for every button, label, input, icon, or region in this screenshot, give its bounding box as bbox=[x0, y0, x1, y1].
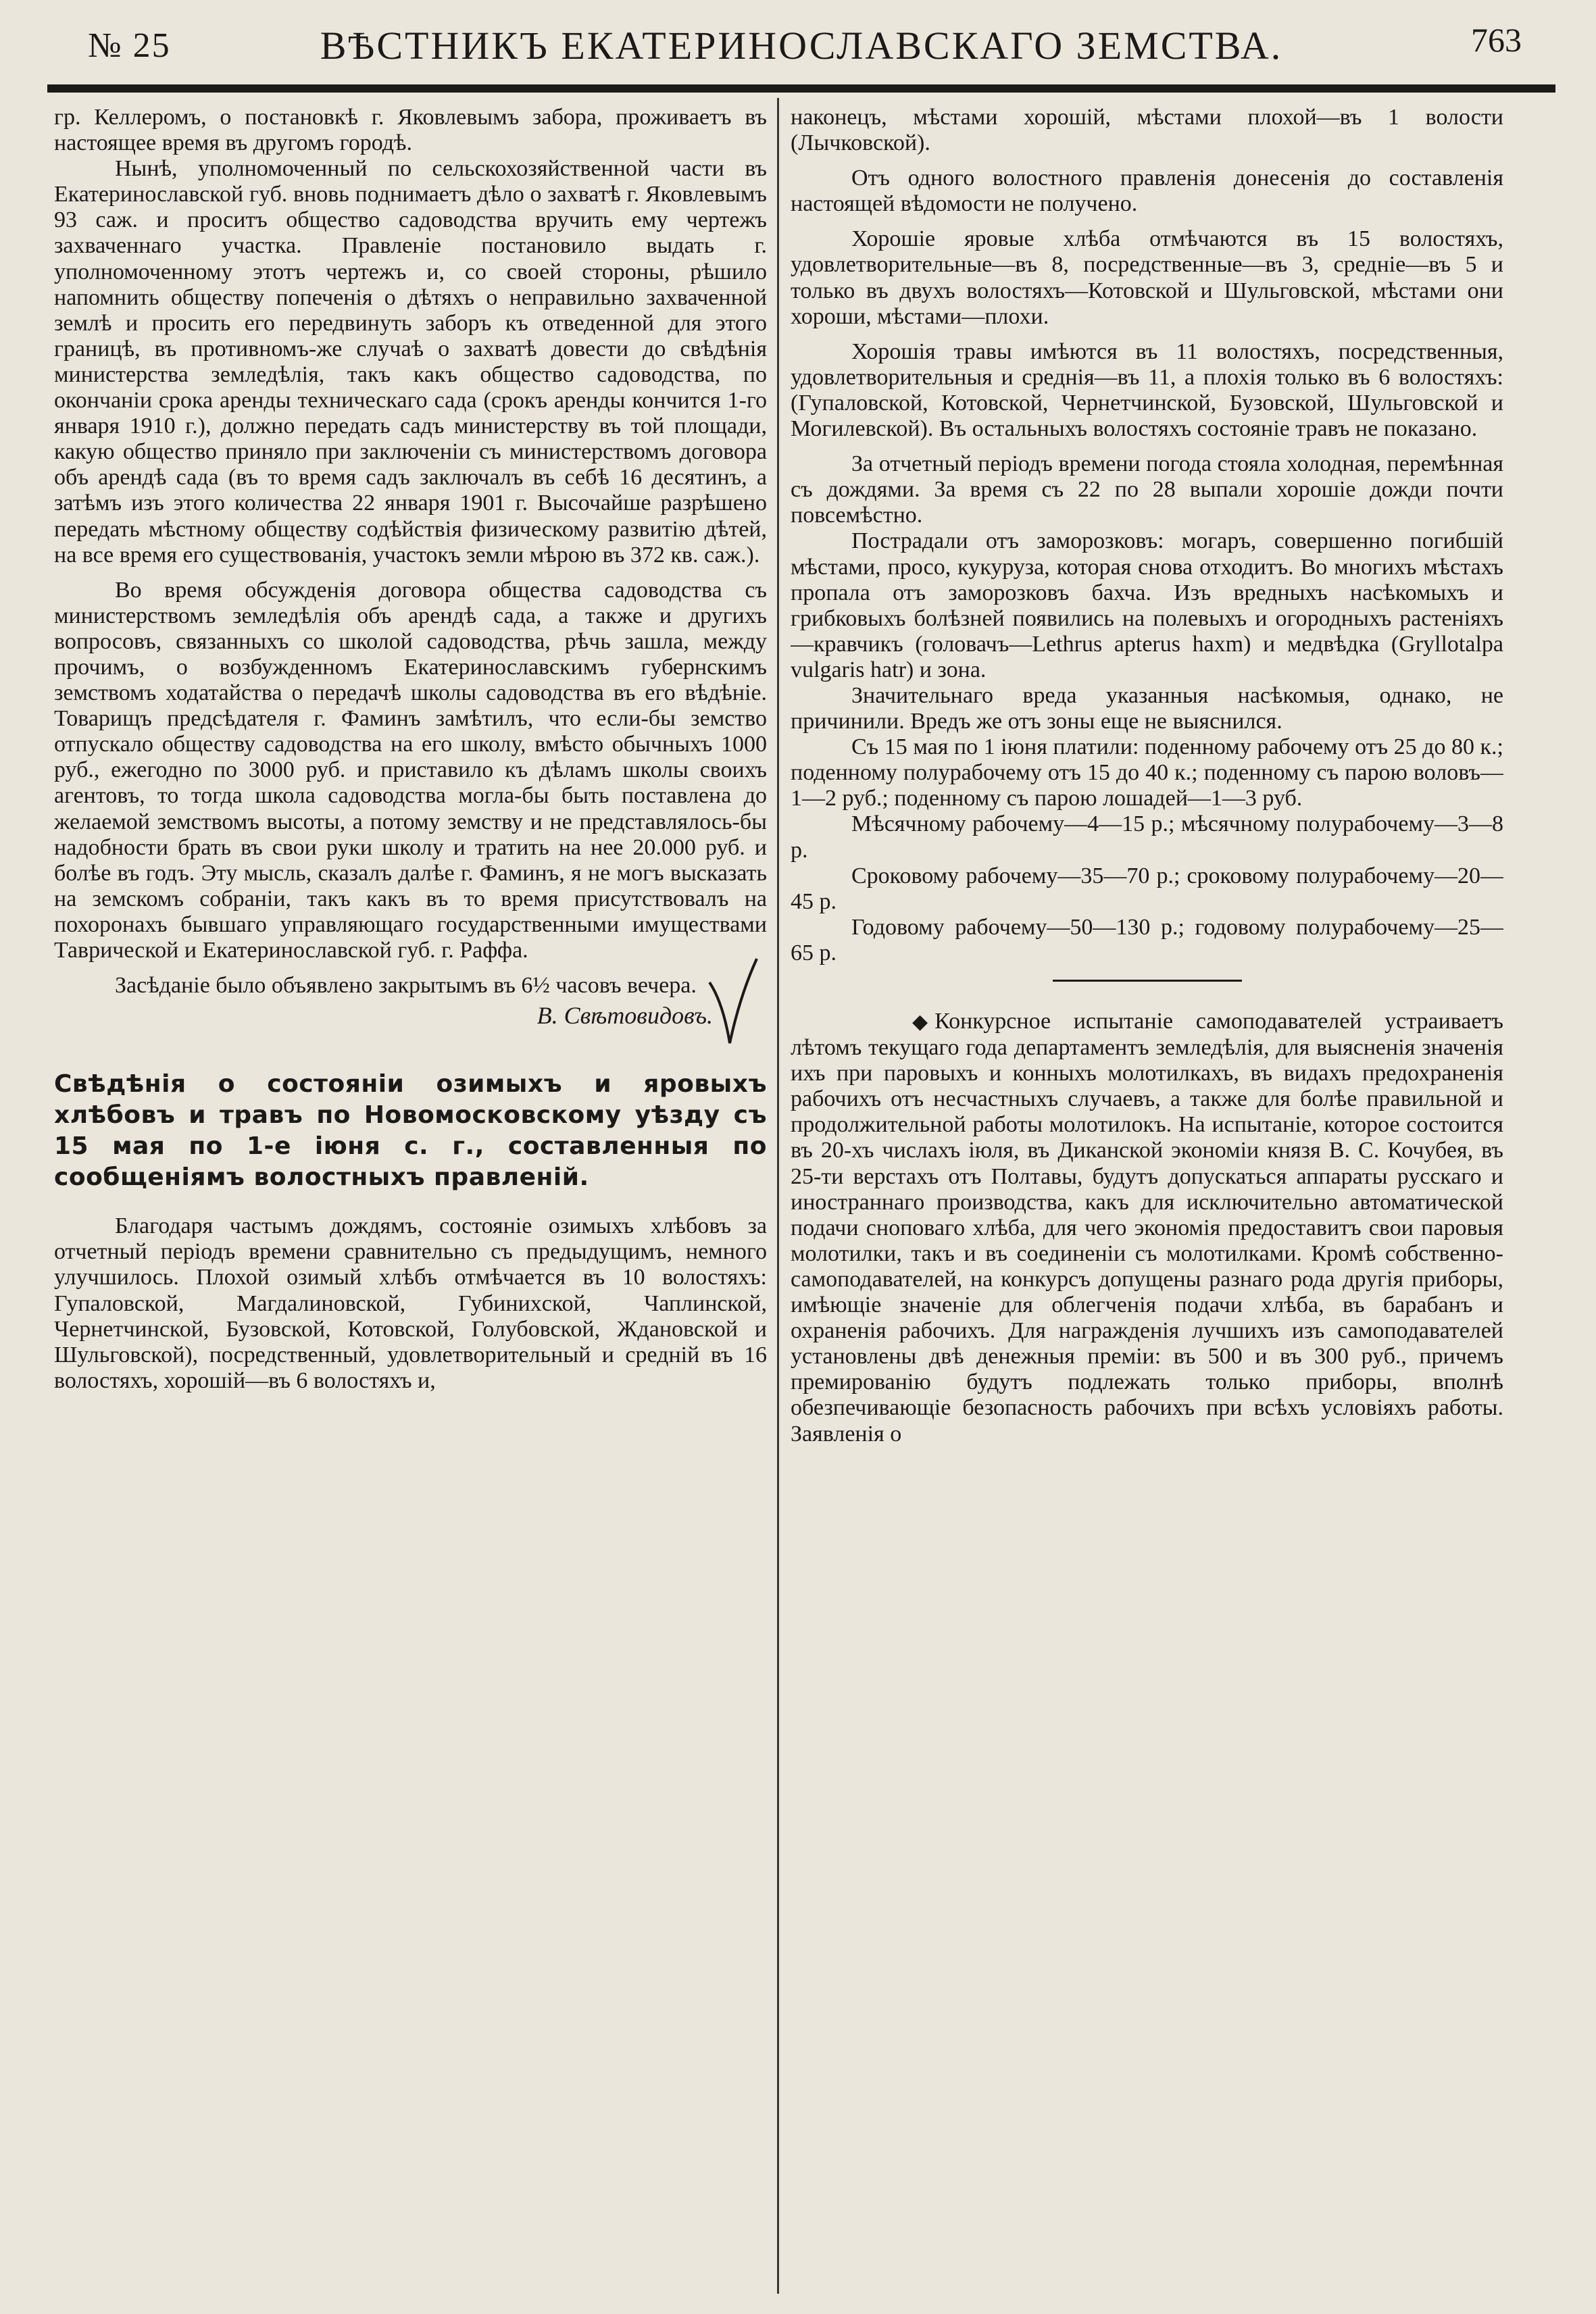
paragraph: Нынѣ, уполномоченный по сельскохозяйственной части въ Екатеринославской губ. вновь поднимаетъ дѣло о захватѣ г. Яковлевымъ 93 саж. и проситъ общество садоводства вручить ему чертежъ захваченнаго участка. Правленіе постановило выдать г. уполномоченному этотъ чертежъ и, со своей стороны, рѣшило напомнить обществу попеченія о дѣтяхъ о неправильно захваченной землѣ и просить его передвинуть заборъ къ отведенной для этого границѣ, въ противномъ-же случаѣ о захватѣ довести до свѣдѣнія министерства земледѣлія, такъ какъ общество садоводства, по окончаніи срока аренды техническаго сада (срокъ аренды кончится 1-го января 1910 г.), должно передать садъ министерству въ той площади, какую общество приняло при заключеніи съ министерствомъ договора объ арендѣ сада (въ то время садъ заключалъ въ себѣ 16 десятинъ, а затѣмъ изъ этого количества 22 января 1901 г. Высочайше разрѣшено передать мѣстному обществу содѣйствія физическому развитію дѣтей, на все время его существованія, участокъ земли мѣрою въ 372 кв. саж.). bbox=[54, 156, 767, 568]
handwritten-check-mark bbox=[706, 955, 760, 1050]
paragraph: наконецъ, мѣстами хорошій, мѣстами плохой—въ 1 волости (Лычковской). bbox=[791, 105, 1503, 156]
paragraph: Пострадали отъ заморозковъ: могаръ, совершенно погибшій мѣстами, просо, кукуруза, которая снова отходитъ. Во многихъ мѣстахъ пропала отъ заморозковъ бахча. Изъ вредныхъ насѣкомыхъ и грибковыхъ болѣзней появились на полевыхъ и огородныхъ растеніяхъ—кравчикъ (головачъ—Lethrus apterus haxm) и медвѣдка (Gryllotalpa vulgaris hatr) и зона. bbox=[791, 528, 1503, 682]
column-divider bbox=[777, 98, 779, 2294]
paragraph: Сроковому рабочему—35—70 р.; сроковому полурабочему—20—45 р. bbox=[791, 863, 1503, 914]
paragraph: Годовому рабочему—50—130 р.; годовому полурабочему—25—65 р. bbox=[791, 914, 1503, 965]
section-heading: Свѣдѣнія о состояніи озимыхъ и яровыхъ хлѣбовъ и травъ по Новомосковскому уѣзду съ 15 мая по 1-е іюня с. г., составленныя по сообщеніямъ волостныхъ правленій. bbox=[54, 1070, 767, 1192]
paragraph: Значительнаго вреда указанныя насѣкомыя, однако, не причинили. Вредъ же отъ зоны еще не выяснился. bbox=[791, 682, 1503, 734]
paragraph: Благодаря частымъ дождямъ, состояніе озимыхъ хлѣбовъ за отчетный періодъ времени сравнительно съ предыдущимъ, немного улучшилось. Плохой озимый хлѣбъ отмѣчается въ 10 волостяхъ: Гупаловской, Магдалиновской, Губиниxской, Чаплинской, Чернетчинской, Бузовской, Котовской, Голубовской, Ждановской и Шульговской), посредственный, удовлетворительный и средній въ 16 волостяхъ, хорошій—въ 6 волостяхъ и, bbox=[54, 1213, 767, 1393]
paragraph: Мѣсячному рабочему—4—15 р.; мѣсячному полурабочему—3—8 р. bbox=[791, 811, 1503, 863]
page-header bbox=[47, 14, 1555, 68]
notice-text: Конкурсное испытаніе самоподавателей устраиваетъ лѣтомъ текущаго года департаментъ земледѣлія, для выясненія значенія ихъ при паровыхъ и конныхъ молотилкахъ, въ видахъ предохраненія рабочихъ отъ несчастныхъ случаевъ, а также для болѣе правильной и продолжительной работы молотилокъ. На испытаніе, которое состоится въ 20-хъ числахъ іюля, въ Диканской экономіи князя В. С. Кочубея, въ 25-ти верстахъ отъ Полтавы, будутъ допускаться аппараты русскаго и иностраннаго производства, какъ для исключительно автоматической подачи сноповаго хлѣба, для чего экономія предоставитъ свои паровыя молотилки, такъ и въ соединеніи съ молотилками. Кромѣ собственно-самоподавателей, на конкурсъ допущены разнаго рода другія приборы, имѣющіе значеніе для облегченія подачи хлѣба, въ барабанъ и охраненія рабочихъ. Для награжденія лучшихъ изъ самоподавателей установлены двѣ денежныя преміи: въ 500 и въ 300 руб., причемъ премированію будутъ подлежать только приборы, вполнѣ обезпечивающіе безопасность рабочихъ при всѣхъ условіяхъ работы. Заявленія о bbox=[791, 1009, 1503, 1447]
paragraph: Засѣданіе было объявлено закрытымъ въ 6½ часовъ вечера. bbox=[115, 973, 697, 999]
signature: В. Свѣтовидовъ. bbox=[537, 1002, 713, 1030]
paragraph: Съ 15 мая по 1 іюня платили: поденному рабочему отъ 25 до 80 к.; поденному полурабочему отъ 15 до 40 к.; поденному съ парою воловъ—1—2 руб.; поденному съ парою лошадей—1—3 руб. bbox=[791, 734, 1503, 811]
paragraph: За отчетный періодъ времени погода стояла холодная, перемѣнная съ дождями. За время съ 22 по 28 выпали хорошіе дожди почти повсемѣстно. bbox=[791, 451, 1503, 528]
paragraph: Отъ одного волостного правленія донесенія до составленія настоящей вѣдомости не получено. bbox=[791, 166, 1503, 217]
journal-title: ВѢСТНИКЪ ЕКАТЕРИНОСЛАВСКАГО ЗЕМСТВА. bbox=[320, 24, 1283, 68]
diamond-ornament-icon: ◆ bbox=[912, 1011, 928, 1033]
left-column bbox=[54, 105, 767, 2287]
header-rule bbox=[47, 84, 1555, 93]
paragraph: Во время обсужденія договора общества садоводства съ министерствомъ земледѣлія объ арендѣ сада, а также и другихъ вопросовъ, связанныхъ со школой садоводства, рѣчь зашла, между прочимъ, о возбужденномъ Екатеринославскимъ губернскимъ земствомъ ходатайства о передачѣ школы садоводства въ его вѣдѣніе. Товарищъ предсѣдателя г. Фаминъ замѣтилъ, что если-бы земство отпускало обществу садоводства на его школу, вмѣсто обычныхъ 1000 руб., ежегодно по 3000 руб. и приставило къ дѣламъ школы своихъ агентовъ, то тогда школа садоводства могла-бы быть поставлена до желаемой земствомъ высоты, а потому земству и не представлялось-бы надобности брать въ свои руки школу и тратить на нее 20.000 руб. и болѣе въ годъ. Эту мысль, сказалъ далѣе г. Фаминъ, я не могъ высказать на земскомъ собраніи, такъ какъ въ то время присутствовалъ на похоронахъ бывшаго управляющаго государственными имуществами Таврической и Екатеринославской губ. г. Раффа. bbox=[54, 577, 767, 963]
notice-paragraph bbox=[791, 1009, 1503, 1447]
page-number: 763 bbox=[1471, 21, 1522, 59]
paragraph: Хорошіе яровые хлѣба отмѣчаются въ 15 волостяхъ, удовлетворительные—въ 8, посредственные—въ 3, средніе—въ 5 и только въ двухъ волостяхъ—Котовской и Шульговской, мѣстами они хороши, мѣстами—плохи. bbox=[791, 226, 1503, 329]
section-rule bbox=[1053, 980, 1242, 982]
issue-number: № 25 bbox=[88, 26, 171, 65]
paragraph: гр. Келлеромъ, о постановкѣ г. Яковлевымъ забора, проживаетъ въ настоящее время въ другомъ городѣ. bbox=[54, 105, 767, 156]
paragraph: Хорошія травы имѣются въ 11 волостяхъ, посредственныя, удовлетворительныя и среднія—въ 11, а плохія только въ 6 волостяхъ: (Гупаловской, Котовской, Чернетчинской, Бузовской, Шульговской и Могилевской). Въ остальныхъ волостяхъ состояніе травъ не показано. bbox=[791, 338, 1503, 442]
right-column bbox=[791, 105, 1503, 2294]
